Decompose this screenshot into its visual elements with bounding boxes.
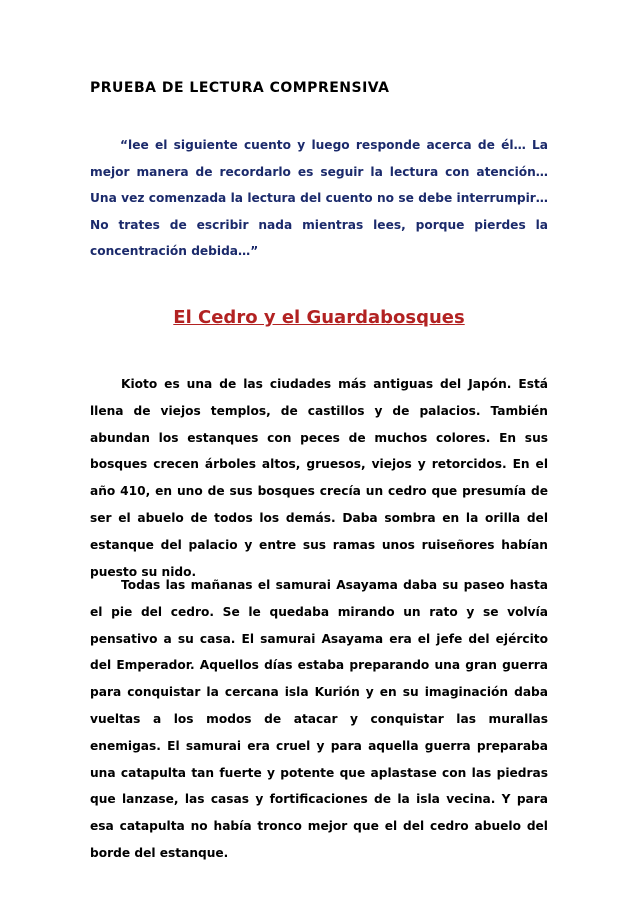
story-title: El Cedro y el Guardabosques [173,307,465,328]
story-paragraph-1: Kioto es una de las ciudades más antiguas del Japón. Está llena de viejos templos, de castillos y de palacios. También abundan los estanques con peces de muchos colores. En sus bosques crecen árboles altos, gruesos, viejos y retorcidos. En el año 410, en uno de sus bosques crecía un cedro que presumía de ser el abuelo de todos los demás. Daba sombra en la orilla del estanque del palacio y entre sus ramas unos ruiseñores habían puesto su nido. [90,377,548,579]
document-heading: PRUEBA DE LECTURA COMPRENSIVA [90,80,390,96]
story-paragraph-2: Todas las mañanas el samurai Asayama daba su paseo hasta el pie del cedro. Se le quedaba mirando un rato y se volvía pensativo a su casa. El samurai Asayama era el jefe del ejército del Emperador. Aquellos días estaba preparando una gran guerra para conquistar la cercana isla Kurión y en su imaginación daba vueltas a los modos de atacar y conquistar las murallas enemigas. El samurai era cruel y para aquella guerra preparaba una catapulta tan fuerte y potente que aplastase con las piedras que lanzase, las casas y fortificaciones de la isla vecina. Y para esa catapulta no había tronco mejor que el del cedro abuelo del borde del estanque. [90,578,548,860]
reading-instructions: “lee el siguiente cuento y luego responde acerca de él… La mejor manera de recordarlo es seguir la lectura con atención… Una vez comenzada la lectura del cuento no se debe interrumpir… No trates de escribir nada mientras lees, porque pierdes la concentración debida…” [90,138,548,258]
